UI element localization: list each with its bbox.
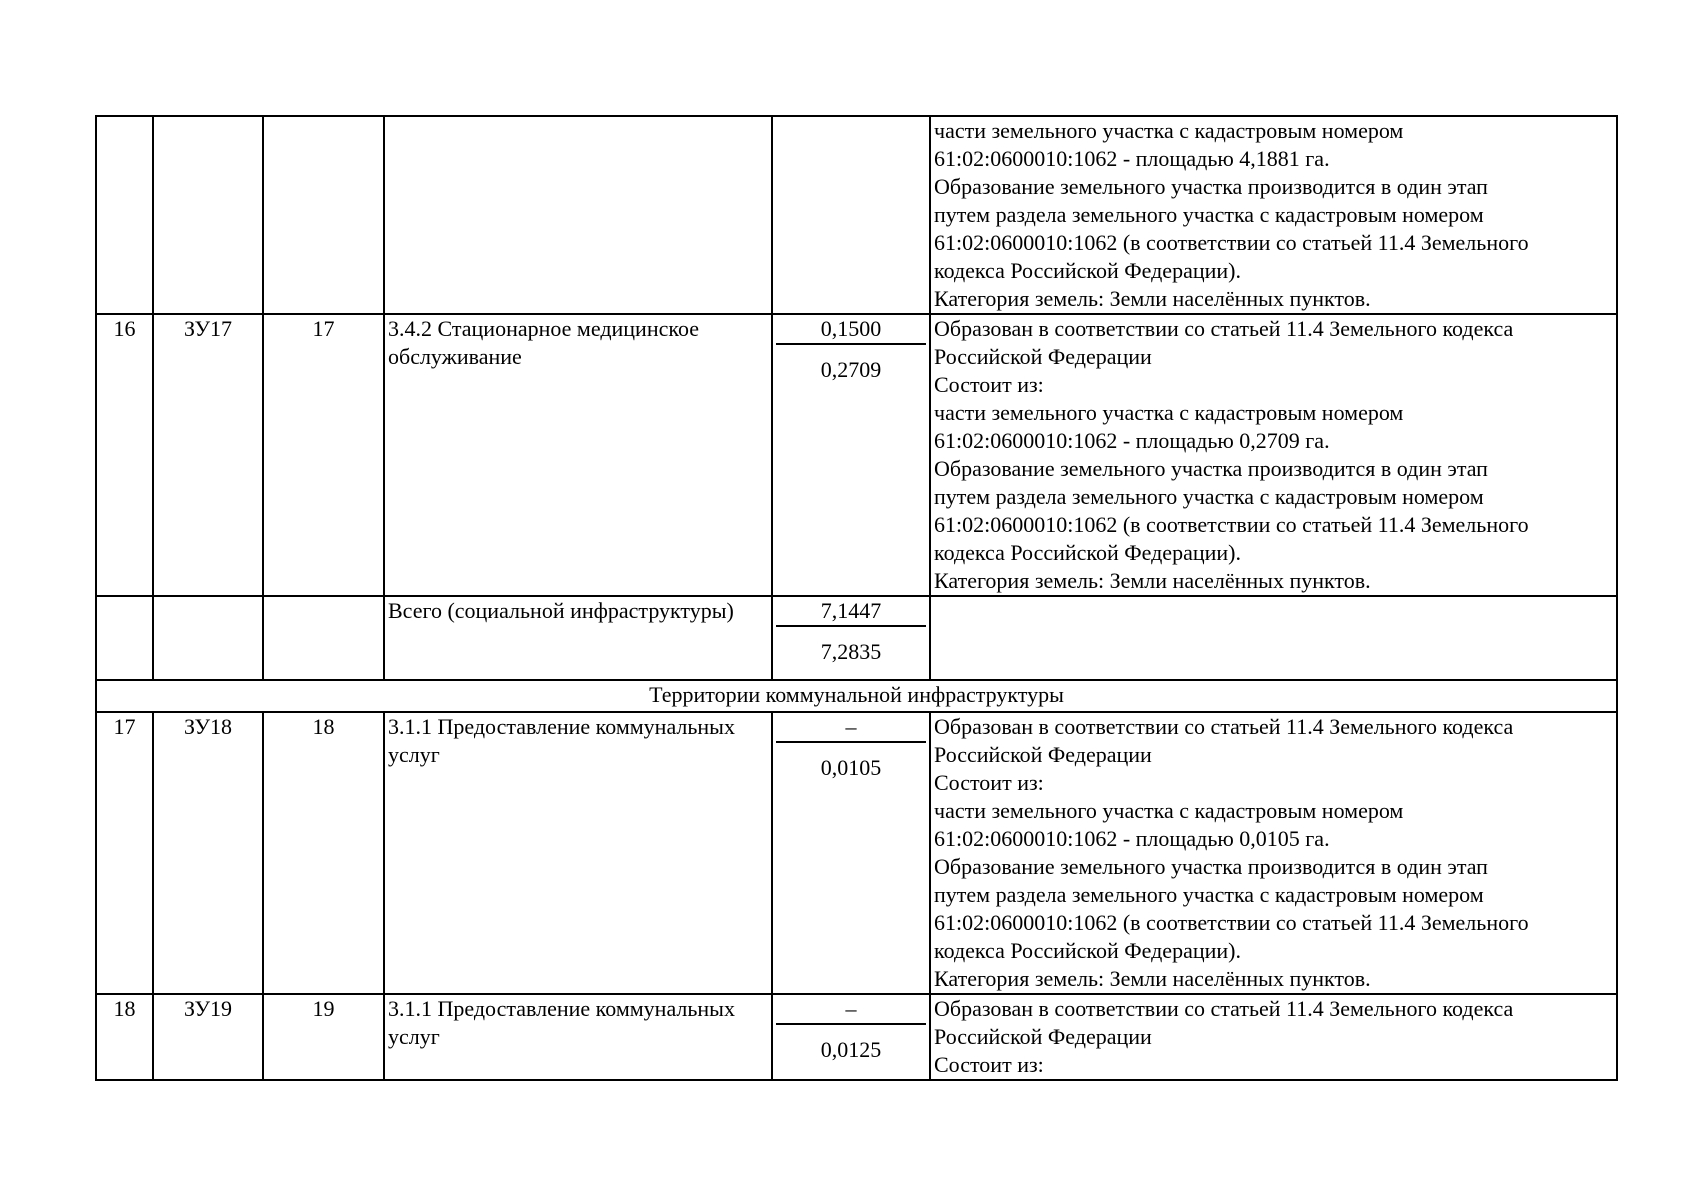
area-value-1: 7,1447 <box>776 597 926 627</box>
cell-description <box>930 712 1617 994</box>
cell-land-use <box>384 116 772 314</box>
description-line: Образование земельного участка производится в один этап <box>934 456 1488 481</box>
land-plots-table <box>95 115 1618 1081</box>
cell-plot-id <box>153 596 263 680</box>
description-line: части земельного участка с кадастровым номером <box>934 798 1404 823</box>
area-value-1: – <box>776 713 926 743</box>
description-line: Образован в соответствии со статьей 11.4 Земельного кодекса <box>934 316 1514 341</box>
description-line: 61:02:0600010:1062 - площадью 0,0105 га. <box>934 826 1330 851</box>
cell-number: 18 <box>96 994 153 1080</box>
cell-land-use: 3.4.2 Стационарное медицинское обслуживание <box>384 314 772 596</box>
cell-order <box>263 596 384 680</box>
cell-plot-id: ЗУ18 <box>153 712 263 994</box>
section-title: Территории коммунальной инфраструктуры <box>96 680 1617 712</box>
description-line: Категория земель: Земли населённых пунктов. <box>934 286 1371 311</box>
table-body <box>96 116 1617 1080</box>
cell-description <box>930 596 1617 680</box>
cell-plot-id: ЗУ17 <box>153 314 263 596</box>
description-line: Образование земельного участка производится в один этап <box>934 174 1488 199</box>
description-line: Категория земель: Земли населённых пунктов. <box>934 568 1371 593</box>
description-line: Российской Федерации <box>934 742 1152 767</box>
cell-order: 19 <box>263 994 384 1080</box>
area-value-2: 0,0105 <box>820 755 882 780</box>
area-value-1: – <box>776 995 926 1025</box>
cell-plot-id <box>153 116 263 314</box>
cell-land-use: 3.1.1 Предоставление коммунальных услуг <box>384 994 772 1080</box>
description-line: Российской Федерации <box>934 1024 1152 1049</box>
description-line: 61:02:0600010:1062 (в соответствии со статьей 11.4 Земельного <box>934 910 1529 935</box>
description-line: Российской Федерации <box>934 344 1152 369</box>
area-value-2: 0,2709 <box>820 357 882 382</box>
cell-area <box>772 116 930 314</box>
section-row <box>96 680 1617 712</box>
description-line: кодекса Российской Федерации). <box>934 938 1241 963</box>
description-line: части земельного участка с кадастровым номером <box>934 400 1404 425</box>
cell-number: 17 <box>96 712 153 994</box>
description-line: кодекса Российской Федерации). <box>934 258 1241 283</box>
cell-description <box>930 994 1617 1080</box>
cell-description <box>930 314 1617 596</box>
cell-land-use: 3.1.1 Предоставление коммунальных услуг <box>384 712 772 994</box>
cell-area <box>772 314 930 596</box>
table-row <box>96 314 1617 596</box>
description-line: Образование земельного участка производится в один этап <box>934 854 1488 879</box>
area-value-2: 0,0125 <box>820 1037 882 1062</box>
description-line: кодекса Российской Федерации). <box>934 540 1241 565</box>
area-value-2: 7,2835 <box>820 639 882 664</box>
table-row <box>96 712 1617 994</box>
description-line: путем раздела земельного участка с кадастровым номером <box>934 202 1484 227</box>
description-line: Категория земель: Земли населённых пунктов. <box>934 966 1371 991</box>
description-line: путем раздела земельного участка с кадастровым номером <box>934 484 1484 509</box>
description-line: 61:02:0600010:1062 - площадью 0,2709 га. <box>934 428 1330 453</box>
description-line: Образован в соответствии со статьей 11.4 Земельного кодекса <box>934 996 1514 1021</box>
cell-order: 17 <box>263 314 384 596</box>
cell-area <box>772 994 930 1080</box>
description-line: Состоит из: <box>934 1052 1044 1077</box>
description-line: 61:02:0600010:1062 (в соответствии со статьей 11.4 Земельного <box>934 512 1529 537</box>
cell-description <box>930 116 1617 314</box>
cell-order: 18 <box>263 712 384 994</box>
description-line: путем раздела земельного участка с кадастровым номером <box>934 882 1484 907</box>
cell-area <box>772 596 930 680</box>
cell-land-use: Всего (социальной инфраструктуры) <box>384 596 772 680</box>
total-row <box>96 596 1617 680</box>
description-line: 61:02:0600010:1062 - площадью 4,1881 га. <box>934 146 1330 171</box>
cell-number <box>96 596 153 680</box>
cell-number <box>96 116 153 314</box>
description-line: Состоит из: <box>934 770 1044 795</box>
table-row <box>96 994 1617 1080</box>
area-value-1: 0,1500 <box>776 315 926 345</box>
description-line: Образован в соответствии со статьей 11.4 Земельного кодекса <box>934 714 1514 739</box>
description-line: части земельного участка с кадастровым номером <box>934 118 1404 143</box>
cell-area <box>772 712 930 994</box>
cell-plot-id: ЗУ19 <box>153 994 263 1080</box>
cell-number: 16 <box>96 314 153 596</box>
description-line: Состоит из: <box>934 372 1044 397</box>
cell-order <box>263 116 384 314</box>
table-row <box>96 116 1617 314</box>
description-line: 61:02:0600010:1062 (в соответствии со статьей 11.4 Земельного <box>934 230 1529 255</box>
